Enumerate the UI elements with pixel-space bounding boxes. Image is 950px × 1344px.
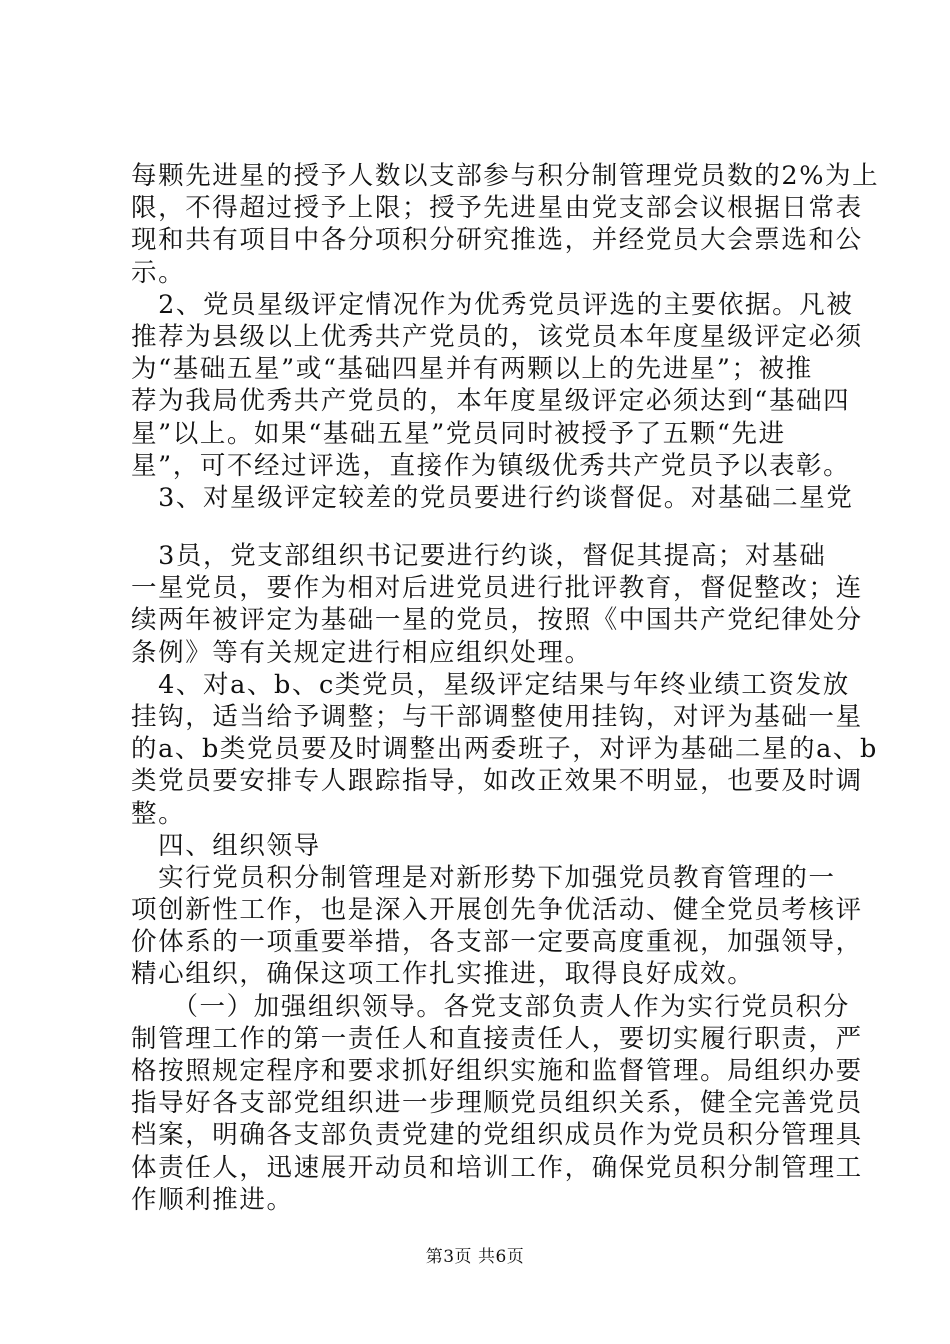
text-line: 指导好各支部党组织进一步理顺党员组织关系，健全完善党员 — [131, 1088, 863, 1119]
text-line: 现和共有项目中各分项积分研究推选，并经党员大会票选和公 — [131, 225, 863, 256]
text-line: 示。 — [131, 257, 186, 288]
text-line: 格按照规定程序和要求抓好组织实施和监督管理。局组织办要 — [131, 1056, 863, 1086]
text-line: 条例》等有关规定进行相应组织处理。 — [131, 637, 592, 668]
text-line: 3、对星级评定较差的党员要进行约谈督促。对基础二星党 — [131, 482, 854, 513]
text-block-top — [131, 160, 880, 514]
text-line: 星”以上。如果“基础五星”党员同时被授予了五颗“先进 — [131, 418, 786, 449]
text-line: 制管理工作的第一责任人和直接责任人，要切实履行职责，严 — [131, 1023, 863, 1054]
text-line: 作顺利推进。 — [131, 1184, 294, 1215]
text-line: 2、党员星级评定情况作为优秀党员评选的主要依据。凡被 — [131, 289, 854, 320]
text-line: 3员，党支部组织书记要进行约谈，督促其提高；对基础 — [131, 541, 827, 571]
text-line: 类党员要安排专人跟踪指导，如改正效果不明显，也要及时调 — [131, 766, 863, 797]
text-line: 一星党员，要作为相对后进党员进行批评教育，督促整改；连 — [131, 573, 863, 604]
text-line: 为“基础五星”或“基础四星并有两颗以上的先进星”；被推 — [131, 354, 813, 385]
text-line: 每颗先进星的授予人数以支部参与积分制管理党员数的2%为上 — [131, 161, 880, 191]
text-line: 挂钩，适当给予调整；与干部调整使用挂钩，对评为基础一星 — [131, 701, 863, 732]
text-line: 实行党员积分制管理是对新形势下加强党员教育管理的一 — [131, 862, 836, 893]
text-line: 项创新性工作，也是深入开展创先争优活动、健全党员考核评 — [131, 895, 863, 926]
section-heading: 四、组织领导 — [131, 830, 321, 861]
text-line: 整。 — [131, 798, 186, 829]
text-line: 体责任人，迅速展开动员和培训工作，确保党员积分制管理工 — [131, 1152, 863, 1183]
text-line: 4、对a、b、c类党员，星级评定结果与年终业绩工资发放 — [131, 669, 850, 700]
text-line: 续两年被评定为基础一星的党员，按照《中国共产党纪律处分 — [131, 605, 863, 636]
page-footer — [0, 1246, 950, 1268]
text-line: 限，不得超过授予上限；授予先进星由党支部会议根据日常表 — [131, 193, 863, 224]
page-number-label: 第3页 共6页 — [425, 1247, 525, 1267]
text-line: （一）加强组织领导。各党支部负责人作为实行党员积分 — [131, 991, 850, 1022]
text-line: 档案，明确各支部负责党建的党组织成员作为党员积分管理具 — [131, 1120, 863, 1151]
text-line: 价体系的一项重要举措，各支部一定要高度重视，加强领导， — [131, 927, 863, 958]
text-block-bottom — [131, 540, 878, 1216]
text-line: 星”，可不经过评选，直接作为镇级优秀共产党员予以表彰。 — [131, 450, 851, 481]
text-line: 荐为我局优秀共产党员的，本年度星级评定必须达到“基础四 — [131, 386, 851, 417]
text-line: 精心组织，确保这项工作扎实推进，取得良好成效。 — [131, 959, 755, 990]
text-line: 的a、b类党员要及时调整出两委班子，对评为基础二星的a、b — [131, 734, 878, 765]
text-line: 推荐为县级以上优秀共产党员的，该党员本年度星级评定必须 — [131, 321, 863, 352]
